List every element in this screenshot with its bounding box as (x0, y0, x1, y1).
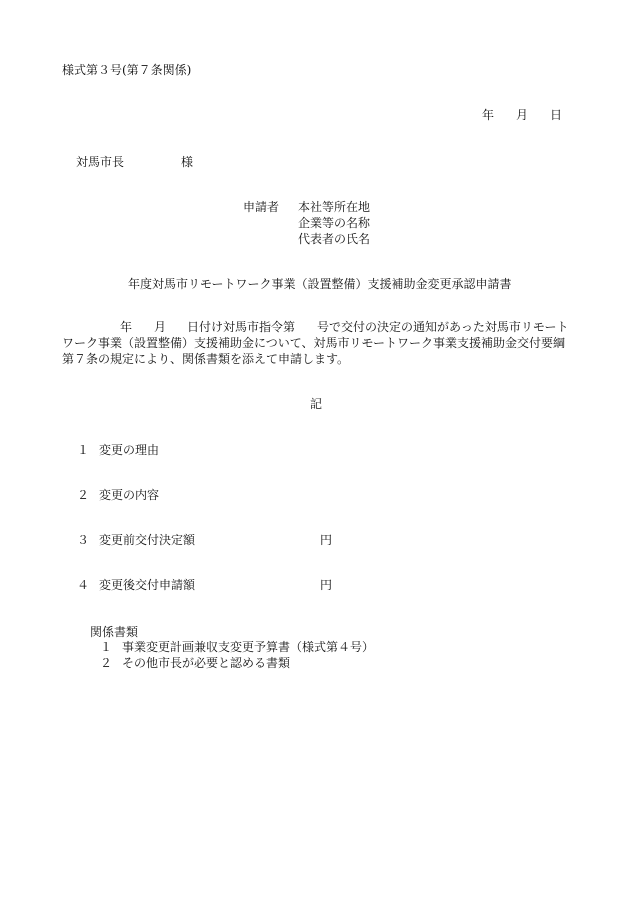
date-day-label: 日 (550, 108, 563, 122)
addressee-honorific: 様 (181, 155, 194, 169)
item-number: ４ (77, 578, 90, 592)
ki-heading: 記 (310, 397, 323, 411)
related-doc-number: １ (100, 640, 113, 654)
applicant-label: 申請者 (243, 200, 280, 214)
related-doc-item (100, 640, 374, 656)
body-text-part-a: 日付け対馬市指令第 (187, 320, 296, 334)
list-item (77, 533, 333, 547)
applicant-field-representative: 代表者の氏名 (298, 232, 371, 246)
related-docs-heading: 関係書類 (90, 625, 139, 639)
body-line-3: 第７条の規定により、関係書類を添えて申請します。 (62, 352, 350, 366)
body-paragraph (62, 319, 582, 367)
applicant-field-company: 企業等の名称 (298, 216, 371, 230)
addressee (76, 155, 193, 169)
date-year-label: 年 (482, 108, 495, 122)
list-item (77, 488, 159, 502)
date-line (482, 108, 562, 122)
related-docs-list (100, 640, 374, 672)
body-year-label: 年 (120, 320, 133, 334)
addressee-name: 対馬市長 (76, 155, 125, 169)
date-month-label: 月 (516, 108, 529, 122)
body-line-1 (62, 319, 582, 335)
form-number: 様式第３号(第７条関係) (62, 63, 192, 77)
related-doc-item (100, 656, 374, 672)
item-number: ３ (77, 533, 90, 547)
related-doc-label: 事業変更計画兼収支変更予算書（様式第４号） (122, 640, 375, 654)
body-month-label: 月 (154, 320, 167, 334)
body-line-2: ワーク事業（設置整備）支援補助金について、対馬市リモートワーク事業支援補助金交付要綱 (62, 336, 566, 350)
item-unit: 円 (320, 533, 333, 547)
item-number: ２ (77, 488, 90, 502)
related-doc-label: その他市長が必要と認める書類 (122, 656, 291, 670)
document-title: 年度対馬市リモートワーク事業（設置整備）支援補助金変更承認申請書 (128, 277, 512, 291)
item-label: 変更後交付申請額 (99, 578, 196, 592)
item-label: 変更の理由 (99, 443, 160, 457)
item-number: １ (77, 443, 90, 457)
applicant-fields (298, 200, 370, 248)
item-label: 変更の内容 (99, 488, 160, 502)
related-doc-number: ２ (100, 656, 113, 670)
body-text-part-b: 号で交付の決定の通知があった対馬市リモート (317, 320, 569, 334)
item-label: 変更前交付決定額 (99, 533, 196, 547)
list-item (77, 443, 159, 457)
applicant-field-address: 本社等所在地 (298, 200, 371, 214)
list-item (77, 578, 333, 592)
item-unit: 円 (320, 578, 333, 592)
